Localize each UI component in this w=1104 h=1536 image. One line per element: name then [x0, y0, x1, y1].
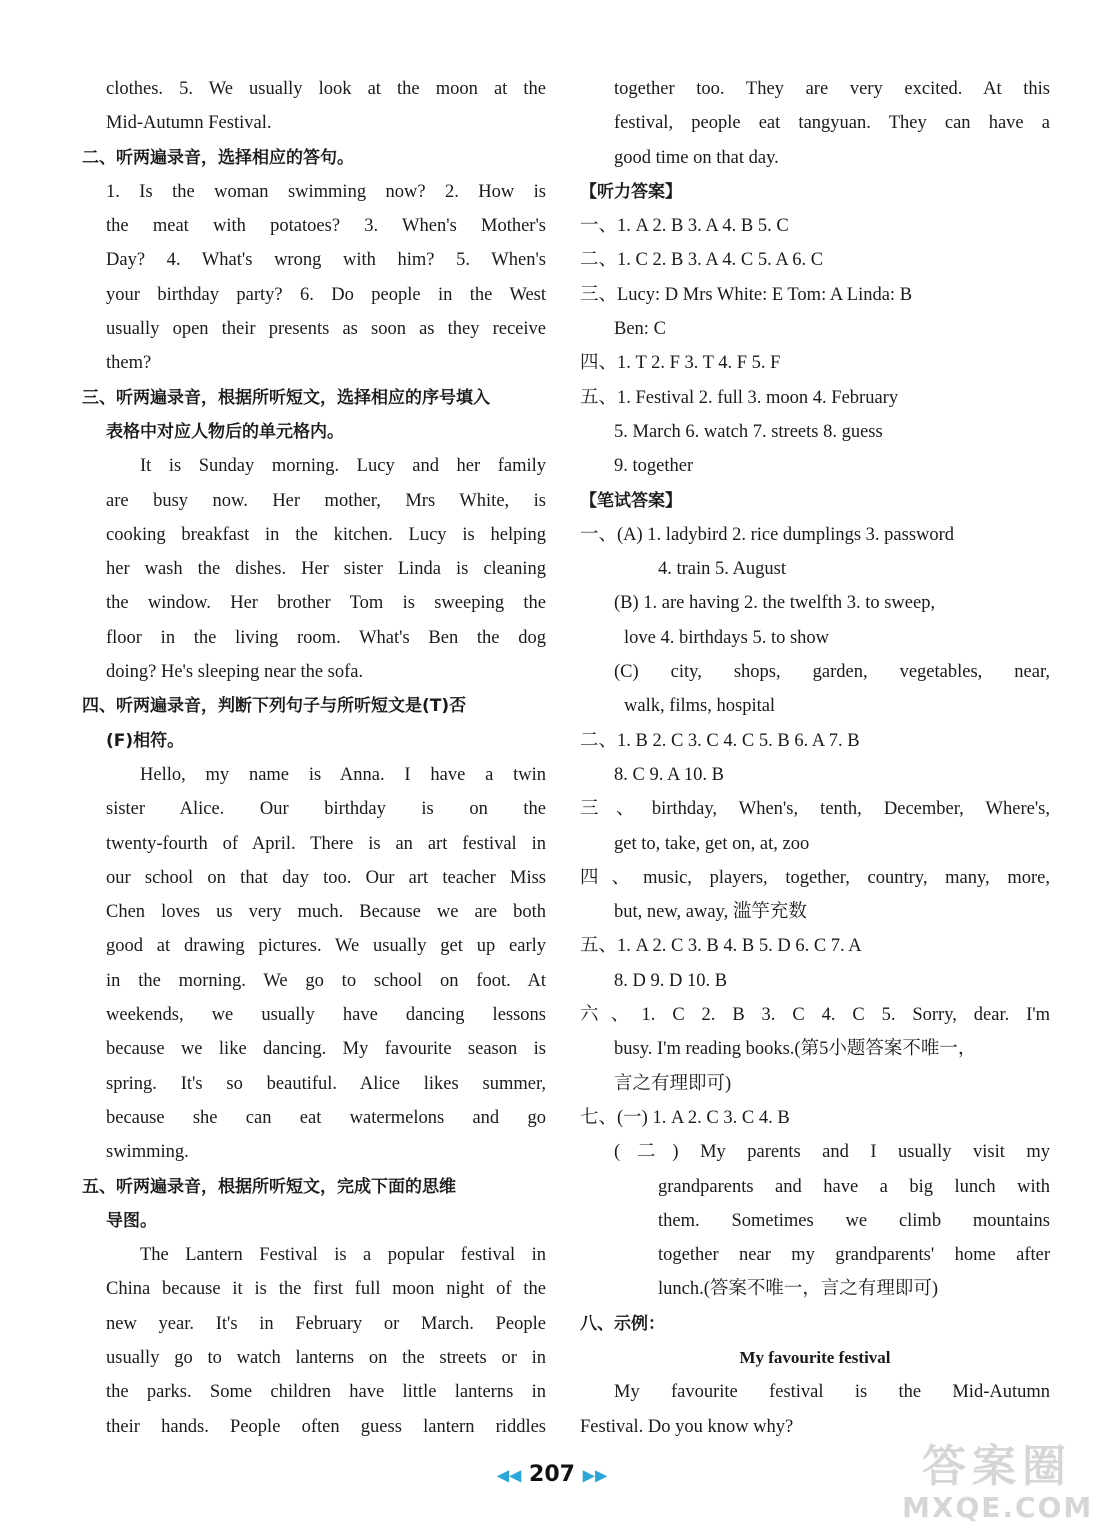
- text-line: 4. train 5. August: [658, 559, 786, 580]
- text-line: together too. They are very excited. At this: [614, 79, 1050, 99]
- text-line: My favourite festival is the Mid-Autumn: [614, 1382, 1050, 1403]
- text-line: our school on that day too. Our art teacher Miss: [106, 867, 546, 888]
- text-line: good time on that day.: [614, 147, 779, 168]
- text-line: 导图。: [106, 1210, 157, 1231]
- text-line: 8. C 9. A 10. B: [614, 764, 724, 785]
- text-line: are busy now. Her mother, Mrs White, is: [106, 490, 546, 511]
- text-line: 一、1. A 2. B 3. A 4. B 5. C: [580, 216, 789, 237]
- text-line: doing? He's sleeping near the sofa.: [106, 662, 364, 683]
- left-column: [82, 72, 546, 1444]
- text-line: swimming.: [106, 1142, 189, 1163]
- text-line: Day? 4. What's wrong with him? 5. When's: [106, 250, 546, 271]
- text-line: your birthday party? 6. Do people in the West: [106, 284, 546, 305]
- text-line: love 4. birthdays 5. to show: [624, 627, 830, 648]
- text-line: floor in the living room. What's Ben the dog: [106, 627, 546, 648]
- text-line: 四、1. T 2. F 3. T 4. F 5. F: [580, 353, 781, 374]
- text-line: them?: [106, 353, 152, 374]
- text-line: (二) My parents and I usually visit my: [614, 1142, 1050, 1163]
- text-line: 一、(A) 1. ladybird 2. rice dumplings 3. password: [580, 524, 955, 545]
- text-line: 三、听两遍录音，根据所听短文，选择相应的序号填入: [82, 387, 490, 408]
- text-line: 五、1. A 2. C 3. B 4. B 5. D 6. C 7. A: [580, 936, 862, 957]
- watermark-logo: [902, 1442, 1092, 1532]
- text-line: 【听力答案】: [580, 181, 682, 202]
- text-line: 五、1. Festival 2. full 3. moon 4. February: [580, 387, 899, 408]
- text-line: lunch.(答案不唯一，言之有理即可): [658, 1279, 939, 1300]
- text-line: twenty-fourth of April. There is an art festival in: [106, 833, 546, 854]
- text-line: the parks. Some children have little lanterns in: [106, 1382, 546, 1403]
- text-line: 【笔试答案】: [580, 490, 682, 511]
- text-line: grandparents and have a big lunch with: [658, 1176, 1050, 1197]
- text-line: 8. D 9. D 10. B: [614, 970, 728, 991]
- text-line: the meat with potatoes? 3. When's Mother's: [106, 216, 546, 237]
- text-line: Ben: C: [614, 319, 666, 340]
- text-line: 二、1. C 2. B 3. A 4. C 5. A 6. C: [580, 250, 824, 271]
- text-line: but, new, away, 滥竽充数: [614, 902, 807, 923]
- watermark-text-top: 答案圈: [922, 1441, 1072, 1492]
- text-line: together near my grandparents' home after: [658, 1245, 1050, 1266]
- text-line: 四、music, players, together, country, many, more,: [580, 867, 1050, 888]
- text-line: 六、1. C 2. B 3. C 4. C 5. Sorry, dear. I'm: [580, 1005, 1050, 1026]
- text-line: 三、birthday, When's, tenth, December, Where's,: [580, 799, 1050, 820]
- text-line: weekends, we usually have dancing lessons: [106, 1005, 546, 1026]
- page-number: 207: [529, 1462, 575, 1487]
- text-line: Mid-Autumn Festival.: [106, 113, 272, 134]
- text-line: 表格中对应人物后的单元格内。: [106, 421, 344, 442]
- text-line: sister Alice. Our birthday is on the: [106, 799, 546, 820]
- text-line: busy. I'm reading books.(第5小题答案不唯一，: [614, 1039, 977, 1060]
- text-line: (F)相符。: [106, 730, 185, 751]
- text-line: 七、(一) 1. A 2. C 3. C 4. B: [580, 1107, 790, 1128]
- watermark-text-bottom: MXQE.COM: [902, 1491, 1094, 1524]
- text-line: 9. together: [614, 456, 694, 477]
- text-line: spring. It's so beautiful. Alice likes summer,: [106, 1073, 546, 1094]
- text-line: 八、示例：: [580, 1313, 665, 1334]
- text-line: get to, take, get on, at, zoo: [614, 833, 810, 854]
- right-column: [580, 72, 1050, 1444]
- text-line: Chen loves us very much. Because we are both: [106, 902, 546, 923]
- next-page-arrows-icon[interactable]: ▶▶: [582, 1465, 608, 1485]
- text-line: Festival. Do you know why?: [580, 1416, 794, 1437]
- text-line: cooking breakfast in the kitchen. Lucy is helping: [106, 524, 546, 545]
- text-line: her wash the dishes. Her sister Linda is cleaning: [106, 559, 546, 580]
- text-line: Hello, my name is Anna. I have a twin: [140, 764, 546, 785]
- text-line: It is Sunday morning. Lucy and her family: [140, 456, 546, 477]
- prev-page-arrows-icon[interactable]: ◀◀: [496, 1465, 522, 1485]
- text-line: their hands. People often guess lantern riddles: [106, 1416, 546, 1437]
- text-line: My favourite festival: [739, 1347, 891, 1367]
- text-line: 5. March 6. watch 7. streets 8. guess: [614, 421, 883, 442]
- text-line: 言之有理即可): [614, 1073, 732, 1094]
- text-line: China because it is the first full moon night of the: [106, 1279, 546, 1300]
- text-line: festival, people eat tangyuan. They can have a: [614, 113, 1050, 134]
- text-line: them. Sometimes we climb mountains: [658, 1210, 1050, 1231]
- text-line: 五、听两遍录音，根据所听短文，完成下面的思维: [82, 1176, 456, 1197]
- text-line: 二、1. B 2. C 3. C 4. C 5. B 6. A 7. B: [580, 730, 860, 751]
- text-line: because we like dancing. My favourite season is: [106, 1039, 546, 1060]
- text-line: usually go to watch lanterns on the streets or in: [106, 1347, 546, 1368]
- text-line: the window. Her brother Tom is sweeping the: [106, 593, 546, 614]
- text-line: 二、听两遍录音，选择相应的答句。: [82, 147, 354, 168]
- text-line: 1. Is the woman swimming now? 2. How is: [106, 181, 546, 202]
- text-line: (B) 1. are having 2. the twelfth 3. to sweep,: [614, 593, 936, 614]
- text-line: 四、听两遍录音，判断下列句子与所听短文是(T)否: [82, 696, 467, 717]
- text-line: walk, films, hospital: [624, 696, 776, 717]
- text-line: clothes. 5. We usually look at the moon at the: [106, 79, 546, 99]
- text-line: in the morning. We go to school on foot. At: [106, 970, 546, 991]
- text-line: because she can eat watermelons and go: [106, 1107, 546, 1128]
- text-line: (C) city, shops, garden, vegetables, near,: [614, 662, 1050, 683]
- text-line: new year. It's in February or March. People: [106, 1313, 546, 1334]
- text-line: usually open their presents as soon as they receive: [106, 319, 546, 340]
- text-line: good at drawing pictures. We usually get up early: [106, 936, 546, 957]
- text-line: The Lantern Festival is a popular festival in: [140, 1245, 546, 1266]
- text-line: 三、Lucy: D Mrs White: E Tom: A Linda: B: [580, 284, 913, 305]
